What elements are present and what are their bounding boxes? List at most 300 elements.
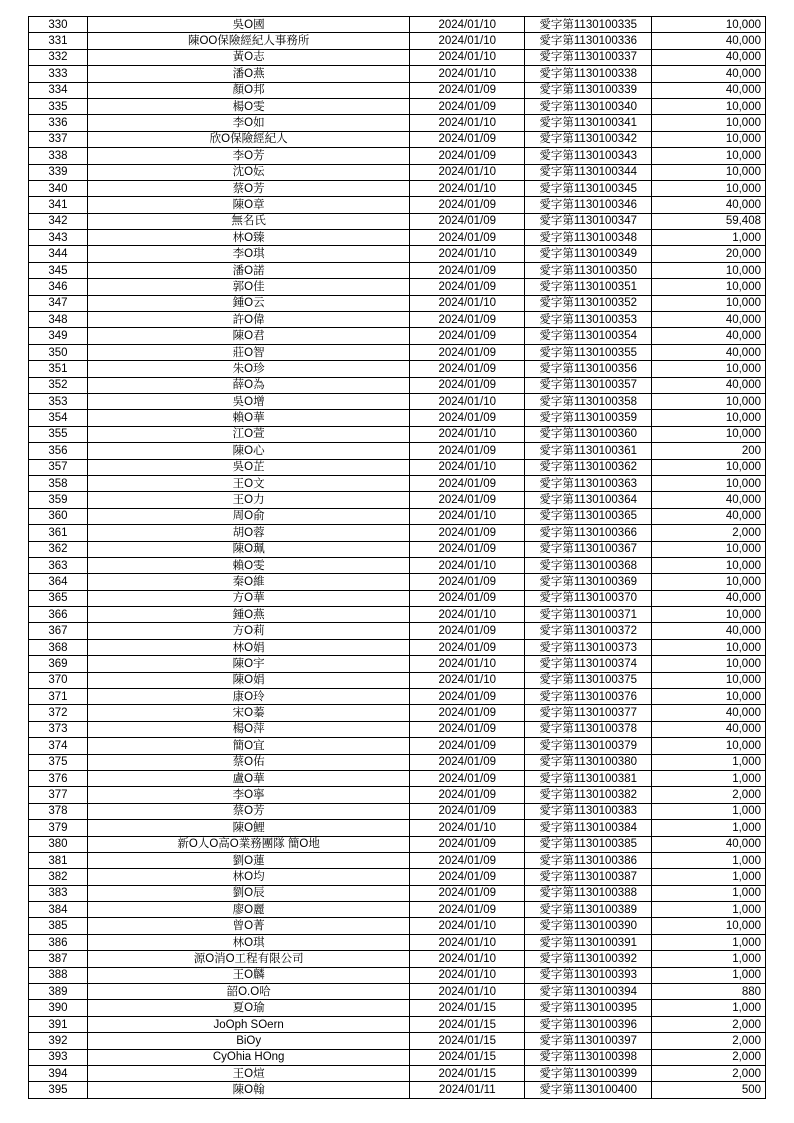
donation-amount-cell: 40,000 [652,705,766,721]
row-number-cell: 365 [29,590,88,606]
receipt-number-cell: 愛字第1130100377 [525,705,652,721]
receipt-number-cell: 愛字第1130100349 [525,246,652,262]
donation-date-cell: 2024/01/09 [410,492,525,508]
table-row [29,557,766,573]
donor-name-cell: 欣O保險經紀人 [87,131,410,147]
donation-date-cell: 2024/01/09 [410,541,525,557]
receipt-number-cell: 愛字第1130100359 [525,410,652,426]
row-number-cell: 344 [29,246,88,262]
table-row [29,770,766,786]
donor-name-cell: 秦O維 [87,574,410,590]
row-number-cell: 371 [29,689,88,705]
donation-date-cell: 2024/01/10 [410,66,525,82]
receipt-number-cell: 愛字第1130100344 [525,164,652,180]
receipt-number-cell: 愛字第1130100375 [525,672,652,688]
donor-name-cell: 廖O麗 [87,902,410,918]
table-row [29,49,766,65]
table-row [29,131,766,147]
receipt-number-cell: 愛字第1130100398 [525,1049,652,1065]
row-number-cell: 355 [29,426,88,442]
donation-amount-cell: 10,000 [652,98,766,114]
row-number-cell: 369 [29,656,88,672]
row-number-cell: 331 [29,33,88,49]
donor-name-cell: 楊O雯 [87,98,410,114]
table-row [29,1000,766,1016]
donation-amount-cell: 1,000 [652,967,766,983]
donation-date-cell: 2024/01/15 [410,1049,525,1065]
donation-amount-cell: 59,408 [652,213,766,229]
donor-name-cell: 陳O宇 [87,656,410,672]
donor-name-cell: 蔡O芳 [87,803,410,819]
donation-amount-cell: 40,000 [652,66,766,82]
table-row [29,361,766,377]
row-number-cell: 335 [29,98,88,114]
receipt-number-cell: 愛字第1130100386 [525,852,652,868]
donation-date-cell: 2024/01/10 [410,164,525,180]
table-row [29,17,766,33]
donor-name-cell: 賴O雯 [87,557,410,573]
row-number-cell: 386 [29,934,88,950]
receipt-number-cell: 愛字第1130100376 [525,689,652,705]
donation-date-cell: 2024/01/09 [410,82,525,98]
donation-date-cell: 2024/01/10 [410,934,525,950]
donation-amount-cell: 10,000 [652,361,766,377]
donor-name-cell: 無名氏 [87,213,410,229]
donation-date-cell: 2024/01/10 [410,115,525,131]
row-number-cell: 351 [29,361,88,377]
receipt-number-cell: 愛字第1130100337 [525,49,652,65]
row-number-cell: 389 [29,984,88,1000]
receipt-number-cell: 愛字第1130100348 [525,230,652,246]
donation-date-cell: 2024/01/09 [410,98,525,114]
row-number-cell: 381 [29,852,88,868]
row-number-cell: 377 [29,787,88,803]
table-row [29,918,766,934]
receipt-number-cell: 愛字第1130100387 [525,869,652,885]
donation-amount-cell: 10,000 [652,426,766,442]
donation-amount-cell: 500 [652,1082,766,1098]
donation-amount-cell: 40,000 [652,377,766,393]
donation-amount-cell: 1,000 [652,803,766,819]
receipt-number-cell: 愛字第1130100360 [525,426,652,442]
receipt-number-cell: 愛字第1130100394 [525,984,652,1000]
row-number-cell: 370 [29,672,88,688]
table-row [29,967,766,983]
donor-name-cell: BiOy [87,1033,410,1049]
donor-name-cell: 蔡O佑 [87,754,410,770]
row-number-cell: 385 [29,918,88,934]
donor-name-cell: 曾O菁 [87,918,410,934]
donor-name-cell: 王O煊 [87,1066,410,1082]
donation-date-cell: 2024/01/09 [410,803,525,819]
donation-date-cell: 2024/01/10 [410,17,525,33]
donation-amount-cell: 10,000 [652,639,766,655]
row-number-cell: 363 [29,557,88,573]
table-row [29,230,766,246]
row-number-cell: 341 [29,197,88,213]
donor-name-cell: 李O琪 [87,246,410,262]
donor-name-cell: 劉O蓮 [87,852,410,868]
row-number-cell: 357 [29,459,88,475]
receipt-number-cell: 愛字第1130100379 [525,738,652,754]
donation-date-cell: 2024/01/09 [410,328,525,344]
donation-amount-cell: 10,000 [652,164,766,180]
table-row [29,393,766,409]
donor-name-cell: 盧O華 [87,770,410,786]
donor-name-cell: 林O娟 [87,639,410,655]
row-number-cell: 392 [29,1033,88,1049]
donor-name-cell: 鍾O云 [87,295,410,311]
receipt-number-cell: 愛字第1130100345 [525,180,652,196]
donor-name-cell: 方O莉 [87,623,410,639]
row-number-cell: 391 [29,1016,88,1032]
donation-date-cell: 2024/01/10 [410,180,525,196]
donation-date-cell: 2024/01/10 [410,967,525,983]
receipt-number-cell: 愛字第1130100336 [525,33,652,49]
donation-amount-cell: 10,000 [652,115,766,131]
row-number-cell: 339 [29,164,88,180]
donor-name-cell: 顏O邦 [87,82,410,98]
table-row [29,754,766,770]
donation-amount-cell: 40,000 [652,328,766,344]
receipt-number-cell: 愛字第1130100381 [525,770,652,786]
donor-name-cell: 李O如 [87,115,410,131]
donor-name-cell: 薛O為 [87,377,410,393]
donation-amount-cell: 2,000 [652,1016,766,1032]
table-row [29,180,766,196]
donation-amount-cell: 200 [652,443,766,459]
receipt-number-cell: 愛字第1130100372 [525,623,652,639]
donor-name-cell: 沈O妘 [87,164,410,180]
donation-date-cell: 2024/01/10 [410,820,525,836]
donation-amount-cell: 2,000 [652,1033,766,1049]
donor-name-cell: 潘O諾 [87,262,410,278]
row-number-cell: 378 [29,803,88,819]
donation-amount-cell: 40,000 [652,197,766,213]
donor-name-cell: 林O均 [87,869,410,885]
row-number-cell: 384 [29,902,88,918]
row-number-cell: 332 [29,49,88,65]
receipt-number-cell: 愛字第1130100399 [525,1066,652,1082]
receipt-number-cell: 愛字第1130100373 [525,639,652,655]
table-row [29,262,766,278]
donation-date-cell: 2024/01/09 [410,279,525,295]
table-row [29,475,766,491]
donation-date-cell: 2024/01/09 [410,230,525,246]
table-row [29,721,766,737]
donor-name-cell: 賴O華 [87,410,410,426]
donation-date-cell: 2024/01/09 [410,262,525,278]
donor-name-cell: 吳O芷 [87,459,410,475]
table-row [29,295,766,311]
row-number-cell: 362 [29,541,88,557]
table-row [29,1049,766,1065]
row-number-cell: 338 [29,148,88,164]
donation-date-cell: 2024/01/09 [410,754,525,770]
donation-amount-cell: 20,000 [652,246,766,262]
donation-date-cell: 2024/01/10 [410,393,525,409]
donation-date-cell: 2024/01/09 [410,525,525,541]
receipt-number-cell: 愛字第1130100385 [525,836,652,852]
table-row [29,410,766,426]
row-number-cell: 379 [29,820,88,836]
donation-amount-cell: 10,000 [652,180,766,196]
receipt-number-cell: 愛字第1130100380 [525,754,652,770]
donor-name-cell: 劉O辰 [87,885,410,901]
donation-amount-cell: 2,000 [652,525,766,541]
row-number-cell: 361 [29,525,88,541]
donation-amount-cell: 10,000 [652,574,766,590]
donor-name-cell: 鍾O燕 [87,607,410,623]
donation-date-cell: 2024/01/09 [410,475,525,491]
table-row [29,1066,766,1082]
receipt-number-cell: 愛字第1130100364 [525,492,652,508]
row-number-cell: 343 [29,230,88,246]
row-number-cell: 330 [29,17,88,33]
donation-amount-cell: 1,000 [652,869,766,885]
donation-amount-cell: 1,000 [652,1000,766,1016]
donor-name-cell: 源O消O工程有限公司 [87,951,410,967]
donation-date-cell: 2024/01/10 [410,672,525,688]
row-number-cell: 340 [29,180,88,196]
donation-amount-cell: 1,000 [652,885,766,901]
donor-name-cell: 夏O瑜 [87,1000,410,1016]
table-row [29,164,766,180]
row-number-cell: 336 [29,115,88,131]
donation-amount-cell: 10,000 [652,541,766,557]
table-row [29,525,766,541]
donation-date-cell: 2024/01/09 [410,213,525,229]
donation-date-cell: 2024/01/15 [410,1033,525,1049]
table-row [29,902,766,918]
row-number-cell: 337 [29,131,88,147]
donation-amount-cell: 10,000 [652,656,766,672]
donor-name-cell: 林O臻 [87,230,410,246]
donor-name-cell: 陳O章 [87,197,410,213]
donation-amount-cell: 10,000 [652,148,766,164]
donation-date-cell: 2024/01/10 [410,918,525,934]
donation-date-cell: 2024/01/09 [410,902,525,918]
donation-amount-cell: 10,000 [652,475,766,491]
table-row [29,312,766,328]
donation-amount-cell: 10,000 [652,279,766,295]
receipt-number-cell: 愛字第1130100366 [525,525,652,541]
donation-table-container [28,16,766,1099]
donor-name-cell: 莊O智 [87,344,410,360]
donor-name-cell: 方O華 [87,590,410,606]
receipt-number-cell: 愛字第1130100352 [525,295,652,311]
row-number-cell: 348 [29,312,88,328]
donation-amount-cell: 40,000 [652,508,766,524]
donation-date-cell: 2024/01/09 [410,836,525,852]
donation-amount-cell: 2,000 [652,787,766,803]
receipt-number-cell: 愛字第1130100370 [525,590,652,606]
receipt-number-cell: 愛字第1130100395 [525,1000,652,1016]
table-row [29,590,766,606]
table-row [29,508,766,524]
donation-amount-cell: 10,000 [652,607,766,623]
row-number-cell: 354 [29,410,88,426]
donation-date-cell: 2024/01/10 [410,607,525,623]
donation-date-cell: 2024/01/10 [410,951,525,967]
donor-name-cell: 陳O翰 [87,1082,410,1098]
receipt-number-cell: 愛字第1130100369 [525,574,652,590]
donation-date-cell: 2024/01/10 [410,49,525,65]
donor-name-cell: 林O琪 [87,934,410,950]
row-number-cell: 375 [29,754,88,770]
donor-name-cell: 江O萱 [87,426,410,442]
row-number-cell: 368 [29,639,88,655]
donation-date-cell: 2024/01/09 [410,377,525,393]
table-row [29,607,766,623]
receipt-number-cell: 愛字第1130100338 [525,66,652,82]
receipt-number-cell: 愛字第1130100350 [525,262,652,278]
donation-amount-cell: 40,000 [652,82,766,98]
donation-amount-cell: 10,000 [652,295,766,311]
donor-name-cell: 周O俞 [87,508,410,524]
donor-name-cell: 吳O國 [87,17,410,33]
donor-name-cell: 王O麟 [87,967,410,983]
donation-date-cell: 2024/01/10 [410,984,525,1000]
donation-amount-cell: 10,000 [652,262,766,278]
donor-name-cell: 朱O珍 [87,361,410,377]
table-row [29,148,766,164]
receipt-number-cell: 愛字第1130100367 [525,541,652,557]
row-number-cell: 342 [29,213,88,229]
table-row [29,869,766,885]
receipt-number-cell: 愛字第1130100397 [525,1033,652,1049]
donation-amount-cell: 40,000 [652,836,766,852]
row-number-cell: 349 [29,328,88,344]
table-row [29,1082,766,1098]
row-number-cell: 387 [29,951,88,967]
receipt-number-cell: 愛字第1130100341 [525,115,652,131]
donation-table-body [29,17,766,1099]
donation-table [28,16,766,1099]
donation-amount-cell: 2,000 [652,1049,766,1065]
table-row [29,33,766,49]
donation-date-cell: 2024/01/10 [410,459,525,475]
table-row [29,328,766,344]
row-number-cell: 376 [29,770,88,786]
row-number-cell: 393 [29,1049,88,1065]
donation-date-cell: 2024/01/09 [410,885,525,901]
table-row [29,934,766,950]
donation-date-cell: 2024/01/09 [410,721,525,737]
table-row [29,1033,766,1049]
table-row [29,705,766,721]
table-row [29,541,766,557]
row-number-cell: 395 [29,1082,88,1098]
row-number-cell: 352 [29,377,88,393]
table-row [29,951,766,967]
table-row [29,246,766,262]
donation-amount-cell: 10,000 [652,393,766,409]
donor-name-cell: 簡O宜 [87,738,410,754]
row-number-cell: 372 [29,705,88,721]
table-row [29,213,766,229]
donation-date-cell: 2024/01/09 [410,344,525,360]
donor-name-cell: 王O力 [87,492,410,508]
receipt-number-cell: 愛字第1130100340 [525,98,652,114]
donation-amount-cell: 40,000 [652,312,766,328]
table-row [29,820,766,836]
table-row [29,82,766,98]
table-row [29,197,766,213]
donation-date-cell: 2024/01/15 [410,1016,525,1032]
donation-amount-cell: 1,000 [652,230,766,246]
receipt-number-cell: 愛字第1130100371 [525,607,652,623]
donation-date-cell: 2024/01/09 [410,148,525,164]
row-number-cell: 366 [29,607,88,623]
receipt-number-cell: 愛字第1130100368 [525,557,652,573]
donation-amount-cell: 1,000 [652,934,766,950]
donation-date-cell: 2024/01/09 [410,639,525,655]
donation-date-cell: 2024/01/09 [410,410,525,426]
donation-amount-cell: 10,000 [652,738,766,754]
receipt-number-cell: 愛字第1130100365 [525,508,652,524]
receipt-number-cell: 愛字第1130100361 [525,443,652,459]
donor-name-cell: 黃O志 [87,49,410,65]
donation-amount-cell: 1,000 [652,770,766,786]
row-number-cell: 345 [29,262,88,278]
receipt-number-cell: 愛字第1130100358 [525,393,652,409]
donation-date-cell: 2024/01/09 [410,689,525,705]
donation-amount-cell: 40,000 [652,33,766,49]
receipt-number-cell: 愛字第1130100343 [525,148,652,164]
donation-date-cell: 2024/01/09 [410,623,525,639]
donation-date-cell: 2024/01/09 [410,787,525,803]
table-row [29,885,766,901]
row-number-cell: 350 [29,344,88,360]
donation-date-cell: 2024/01/09 [410,705,525,721]
donation-amount-cell: 40,000 [652,590,766,606]
table-row [29,623,766,639]
receipt-number-cell: 愛字第1130100383 [525,803,652,819]
donation-amount-cell: 10,000 [652,918,766,934]
row-number-cell: 356 [29,443,88,459]
donation-amount-cell: 40,000 [652,492,766,508]
donation-amount-cell: 880 [652,984,766,1000]
row-number-cell: 360 [29,508,88,524]
donation-date-cell: 2024/01/15 [410,1000,525,1016]
row-number-cell: 333 [29,66,88,82]
donation-amount-cell: 10,000 [652,410,766,426]
table-row [29,852,766,868]
donation-amount-cell: 1,000 [652,852,766,868]
donation-amount-cell: 10,000 [652,459,766,475]
receipt-number-cell: 愛字第1130100347 [525,213,652,229]
donor-name-cell: 李O芳 [87,148,410,164]
donor-name-cell: 康O玲 [87,689,410,705]
donor-name-cell: JoOph SOern [87,1016,410,1032]
donation-date-cell: 2024/01/10 [410,426,525,442]
row-number-cell: 388 [29,967,88,983]
donation-date-cell: 2024/01/09 [410,443,525,459]
donor-name-cell: 蔡O芳 [87,180,410,196]
row-number-cell: 353 [29,393,88,409]
donation-amount-cell: 10,000 [652,689,766,705]
receipt-number-cell: 愛字第1130100362 [525,459,652,475]
donor-name-cell: 吳O增 [87,393,410,409]
donation-date-cell: 2024/01/09 [410,852,525,868]
donation-date-cell: 2024/01/09 [410,131,525,147]
row-number-cell: 358 [29,475,88,491]
receipt-number-cell: 愛字第1130100354 [525,328,652,344]
row-number-cell: 394 [29,1066,88,1082]
receipt-number-cell: 愛字第1130100388 [525,885,652,901]
donation-amount-cell: 10,000 [652,557,766,573]
